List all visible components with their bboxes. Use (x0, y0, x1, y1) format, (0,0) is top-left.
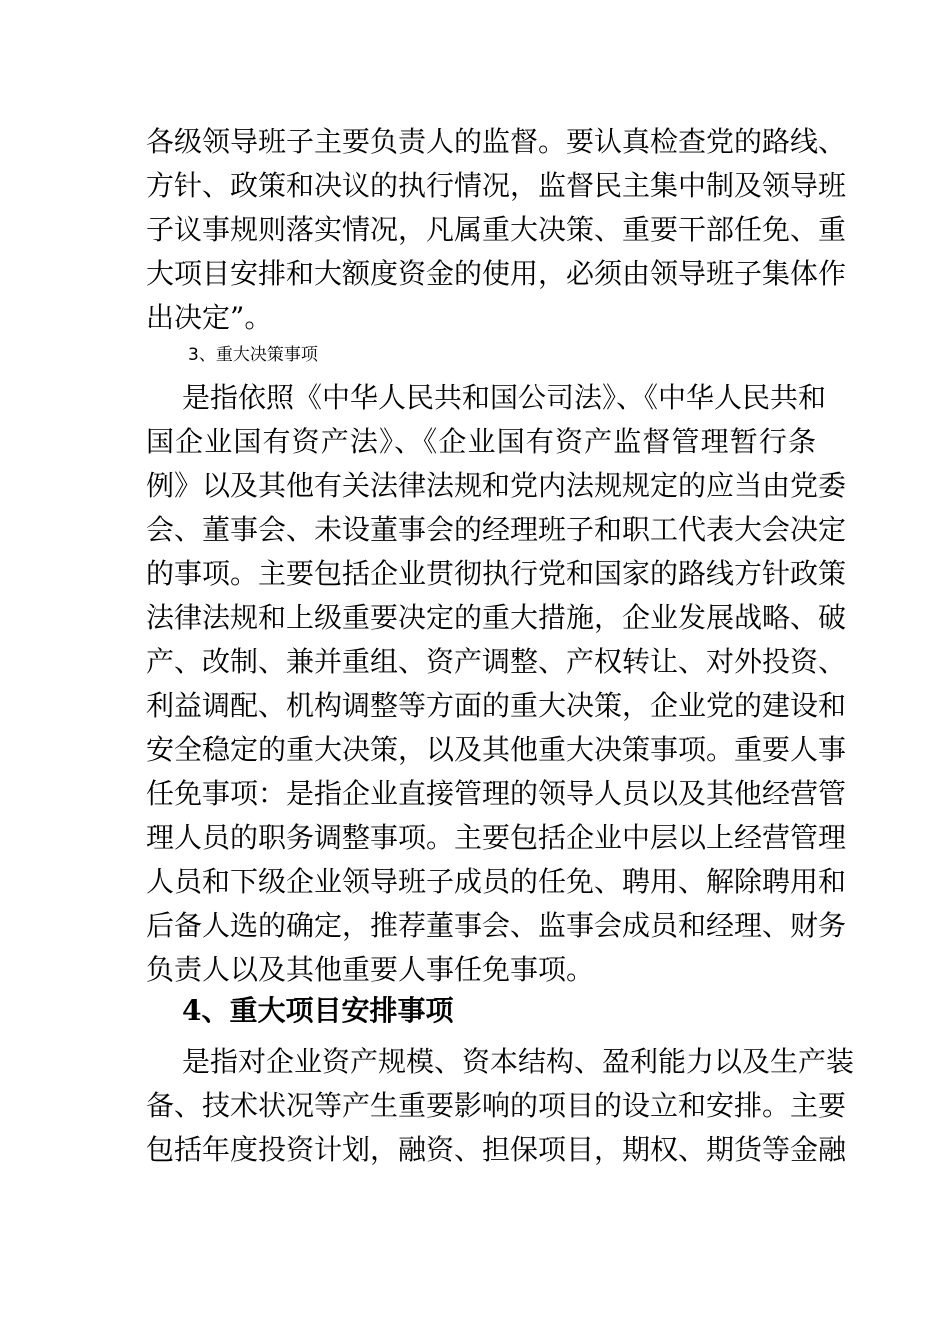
paragraph-line: 法律法规和上级重要决定的重大措施，企业发展战略、破 (146, 601, 847, 634)
paragraph-line: 方针、政策和决议的执行情况，监督民主集中制及领导班 (146, 169, 847, 202)
paragraph-line: 出决定”。 (146, 301, 273, 334)
paragraph-line: 负责人以及其他重要人事任免事项。 (146, 953, 595, 986)
paragraph-line: 是指依照《中华人民共和国公司法》、《中华人民共和 (182, 381, 827, 414)
paragraph-line: 包括年度投资计划，融资、担保项目，期权、期货等金融 (146, 1133, 847, 1166)
paragraph-line: 产、改制、兼并重组、资产调整、产权转让、对外投资、 (146, 645, 847, 678)
paragraph-line: 例》以及其他有关法律法规和党内法规规定的应当由党委 (146, 469, 847, 502)
paragraph-line: 子议事规则落实情况，凡属重大决策、重要干部任免、重 (146, 213, 847, 246)
paragraph-line: 大项目安排和大额度资金的使用，必须由领导班子集体作 (146, 257, 847, 290)
paragraph-line: 各级领导班子主要负责人的监督。要认真检查党的路线、 (146, 125, 847, 158)
paragraph-line: 备、技术状况等产生重要影响的项目的设立和安排。主要 (146, 1089, 847, 1122)
paragraph-line: 会、董事会、未设董事会的经理班子和职工代表大会决定 (146, 513, 847, 546)
paragraph-line: 后备人选的确定，推荐董事会、监事会成员和经理、财务 (146, 909, 847, 942)
section-heading-3: 3、重大决策事项 (188, 345, 318, 365)
paragraph-line: 安全稳定的重大决策，以及其他重大决策事项。重要人事 (146, 733, 847, 766)
paragraph-line: 是指对企业资产规模、资本结构、盈利能力以及生产装 (182, 1045, 855, 1078)
paragraph-line: 国企业国有资产法》、《企业国有资产监督管理暂行条 (146, 425, 816, 458)
section-heading-4: 4、重大项目安排事项 (182, 994, 454, 1027)
paragraph-line: 任免事项：是指企业直接管理的领导人员以及其他经营管 (146, 777, 847, 810)
paragraph-line: 人员和下级企业领导班子成员的任免、聘用、解除聘用和 (146, 865, 847, 898)
paragraph-line: 利益调配、机构调整等方面的重大决策，企业党的建设和 (146, 689, 847, 722)
paragraph-line: 理人员的职务调整事项。主要包括企业中层以上经营管理 (146, 821, 847, 854)
paragraph-line: 的事项。主要包括企业贯彻执行党和国家的路线方针政策 (146, 557, 847, 590)
